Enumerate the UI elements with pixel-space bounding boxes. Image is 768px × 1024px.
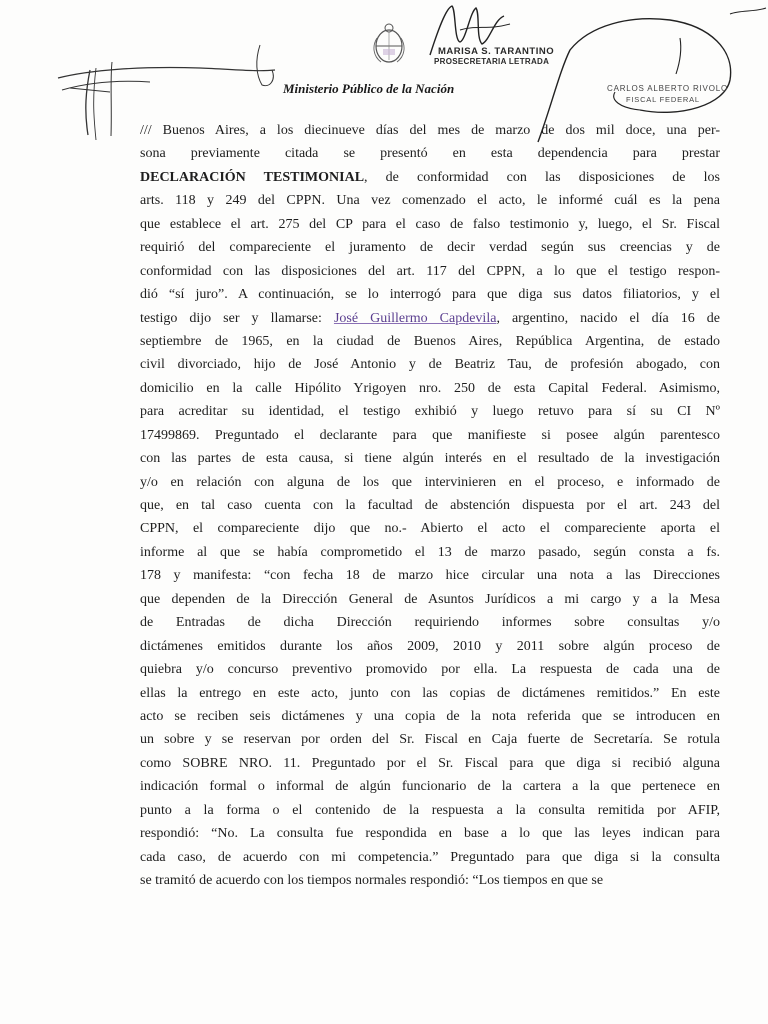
body-line: DECLARACIÓN TESTIMONIAL, de conformidad con las disposiciones de los — [140, 169, 720, 185]
margin-mark — [106, 60, 120, 140]
stamp-title: PROSECRETARIA LETRADA — [434, 57, 550, 66]
testimony-body — [140, 119, 720, 892]
body-line: como SOBRE NRO. 11. Preguntado por el Sr. Fiscal para que diga si recibió alguna — [140, 755, 720, 771]
body-line: testigo dijo ser y llamarse: José Guillermo Capdevila, argentino, nacido el día 16 de — [140, 310, 720, 326]
body-line: 178 y manifesta: “con fecha 18 de marzo hice circular una nota a las Direcciones — [140, 568, 720, 584]
body-line: de Entradas de dicha Dirección requiriendo informes sobre consultas y/o — [140, 615, 720, 631]
body-line: arts. 118 y 249 del CPPN. Una vez comenzado el acto, le informé cuál es la pena — [140, 193, 720, 209]
ministry-header: Ministerio Público de la Nación — [283, 81, 455, 96]
body-line: /// Buenos Aires, a los diecinueve días del mes de marzo de dos mil doce, una per- — [140, 123, 720, 138]
body-line: domicilio en la calle Hipólito Yrigoyen nro. 250 de esta Capital Federal. Asimismo, — [140, 380, 720, 396]
body-line: civil divorciado, hijo de José Antonio y de Beatriz Tau, de profesión abogado, con — [140, 357, 720, 373]
stamp-right-title: FISCAL FEDERAL — [626, 95, 700, 104]
body-line: se tramitó de acuerdo con los tiempos normales respondió: “Los tiempos en que se — [140, 873, 604, 888]
body-line: CPPN, el compareciente dijo que no.- Abierto el acto el compareciente aporta el — [140, 521, 720, 537]
body-line: indicación formal o informal de algún funcionario de la cartera a la que pertenece en — [140, 779, 720, 795]
body-line: septiembre de 1965, en la ciudad de Buenos Aires, República Argentina, de estado — [140, 333, 720, 349]
body-line: quiebra y/o concurso preventivo promovido por ella. La respuesta de cada una de — [140, 662, 720, 678]
body-line: respondió: “No. La consulta fue respondida en base a lo que las leyes indican para — [140, 826, 720, 842]
body-line: que establece el art. 275 del CP para el caso de falso testimonio y, luego, el Sr. Fiscal — [140, 216, 720, 232]
body-line: acto se reciben seis dictámenes y una copia de la nota referida que se introducen en — [140, 708, 720, 724]
stamp-right-name: CARLOS ALBERTO RIVOLO — [607, 84, 728, 93]
body-line: que, en tal caso cuenta con la facultad de abstención dispuesta por el art. 243 del — [140, 498, 720, 513]
body-line: requirió del compareciente el juramento de decir verdad según sus creencias y de — [140, 240, 720, 256]
coat-of-arms-seal — [369, 20, 409, 66]
body-line: ellas la entrego en este acto, junto con las copias de dictámenes remitidos.” En este — [140, 685, 720, 701]
body-line: sona previamente citada se presentó en esta dependencia para prestar — [140, 146, 720, 162]
body-line: y/o en relación con alguna de los que intervinieren en el proceso, e informado de — [140, 474, 720, 490]
body-line: con las partes de esta causa, si tiene algún interés en el resultado de la investigación — [140, 451, 720, 467]
body-line: que dependen de la Dirección General de Asuntos Jurídicos a mi cargo y a la Mesa — [140, 591, 720, 607]
stamp-name: MARISA S. TARANTINO — [438, 46, 555, 57]
body-line: punto a la forma o el contenido de la respuesta a la consulta remitida por AFIP, — [140, 802, 720, 818]
body-line: dictámenes emitidos durante los años 2009, 2010 y 2011 sobre algún proceso de — [140, 638, 720, 654]
body-line: conformidad con las disposiciones del art. 117 del CPPN, a lo que el testigo respon- — [140, 263, 720, 279]
body-line: dió “sí juro”. A continuación, se lo interrogó para que diga sus datos filiatorios, y el — [140, 287, 720, 303]
body-line: informe al que se había comprometido el 13 de marzo pasado, según consta a fs. — [140, 544, 720, 560]
body-line: cada caso, de acuerdo con mi competencia.” Preguntado para que diga si la consulta — [140, 849, 720, 865]
body-line: 17499869. Preguntado el declarante para que manifieste si posee algún parentesco — [140, 427, 720, 443]
body-line: un sobre y se reservan por orden del Sr. Fiscal en Caja fuerte de Secretaría. Se rotula — [140, 732, 720, 748]
body-line: para acreditar su identidad, el testigo exhibió y luego retuvo para sí su CI Nº — [140, 404, 720, 420]
